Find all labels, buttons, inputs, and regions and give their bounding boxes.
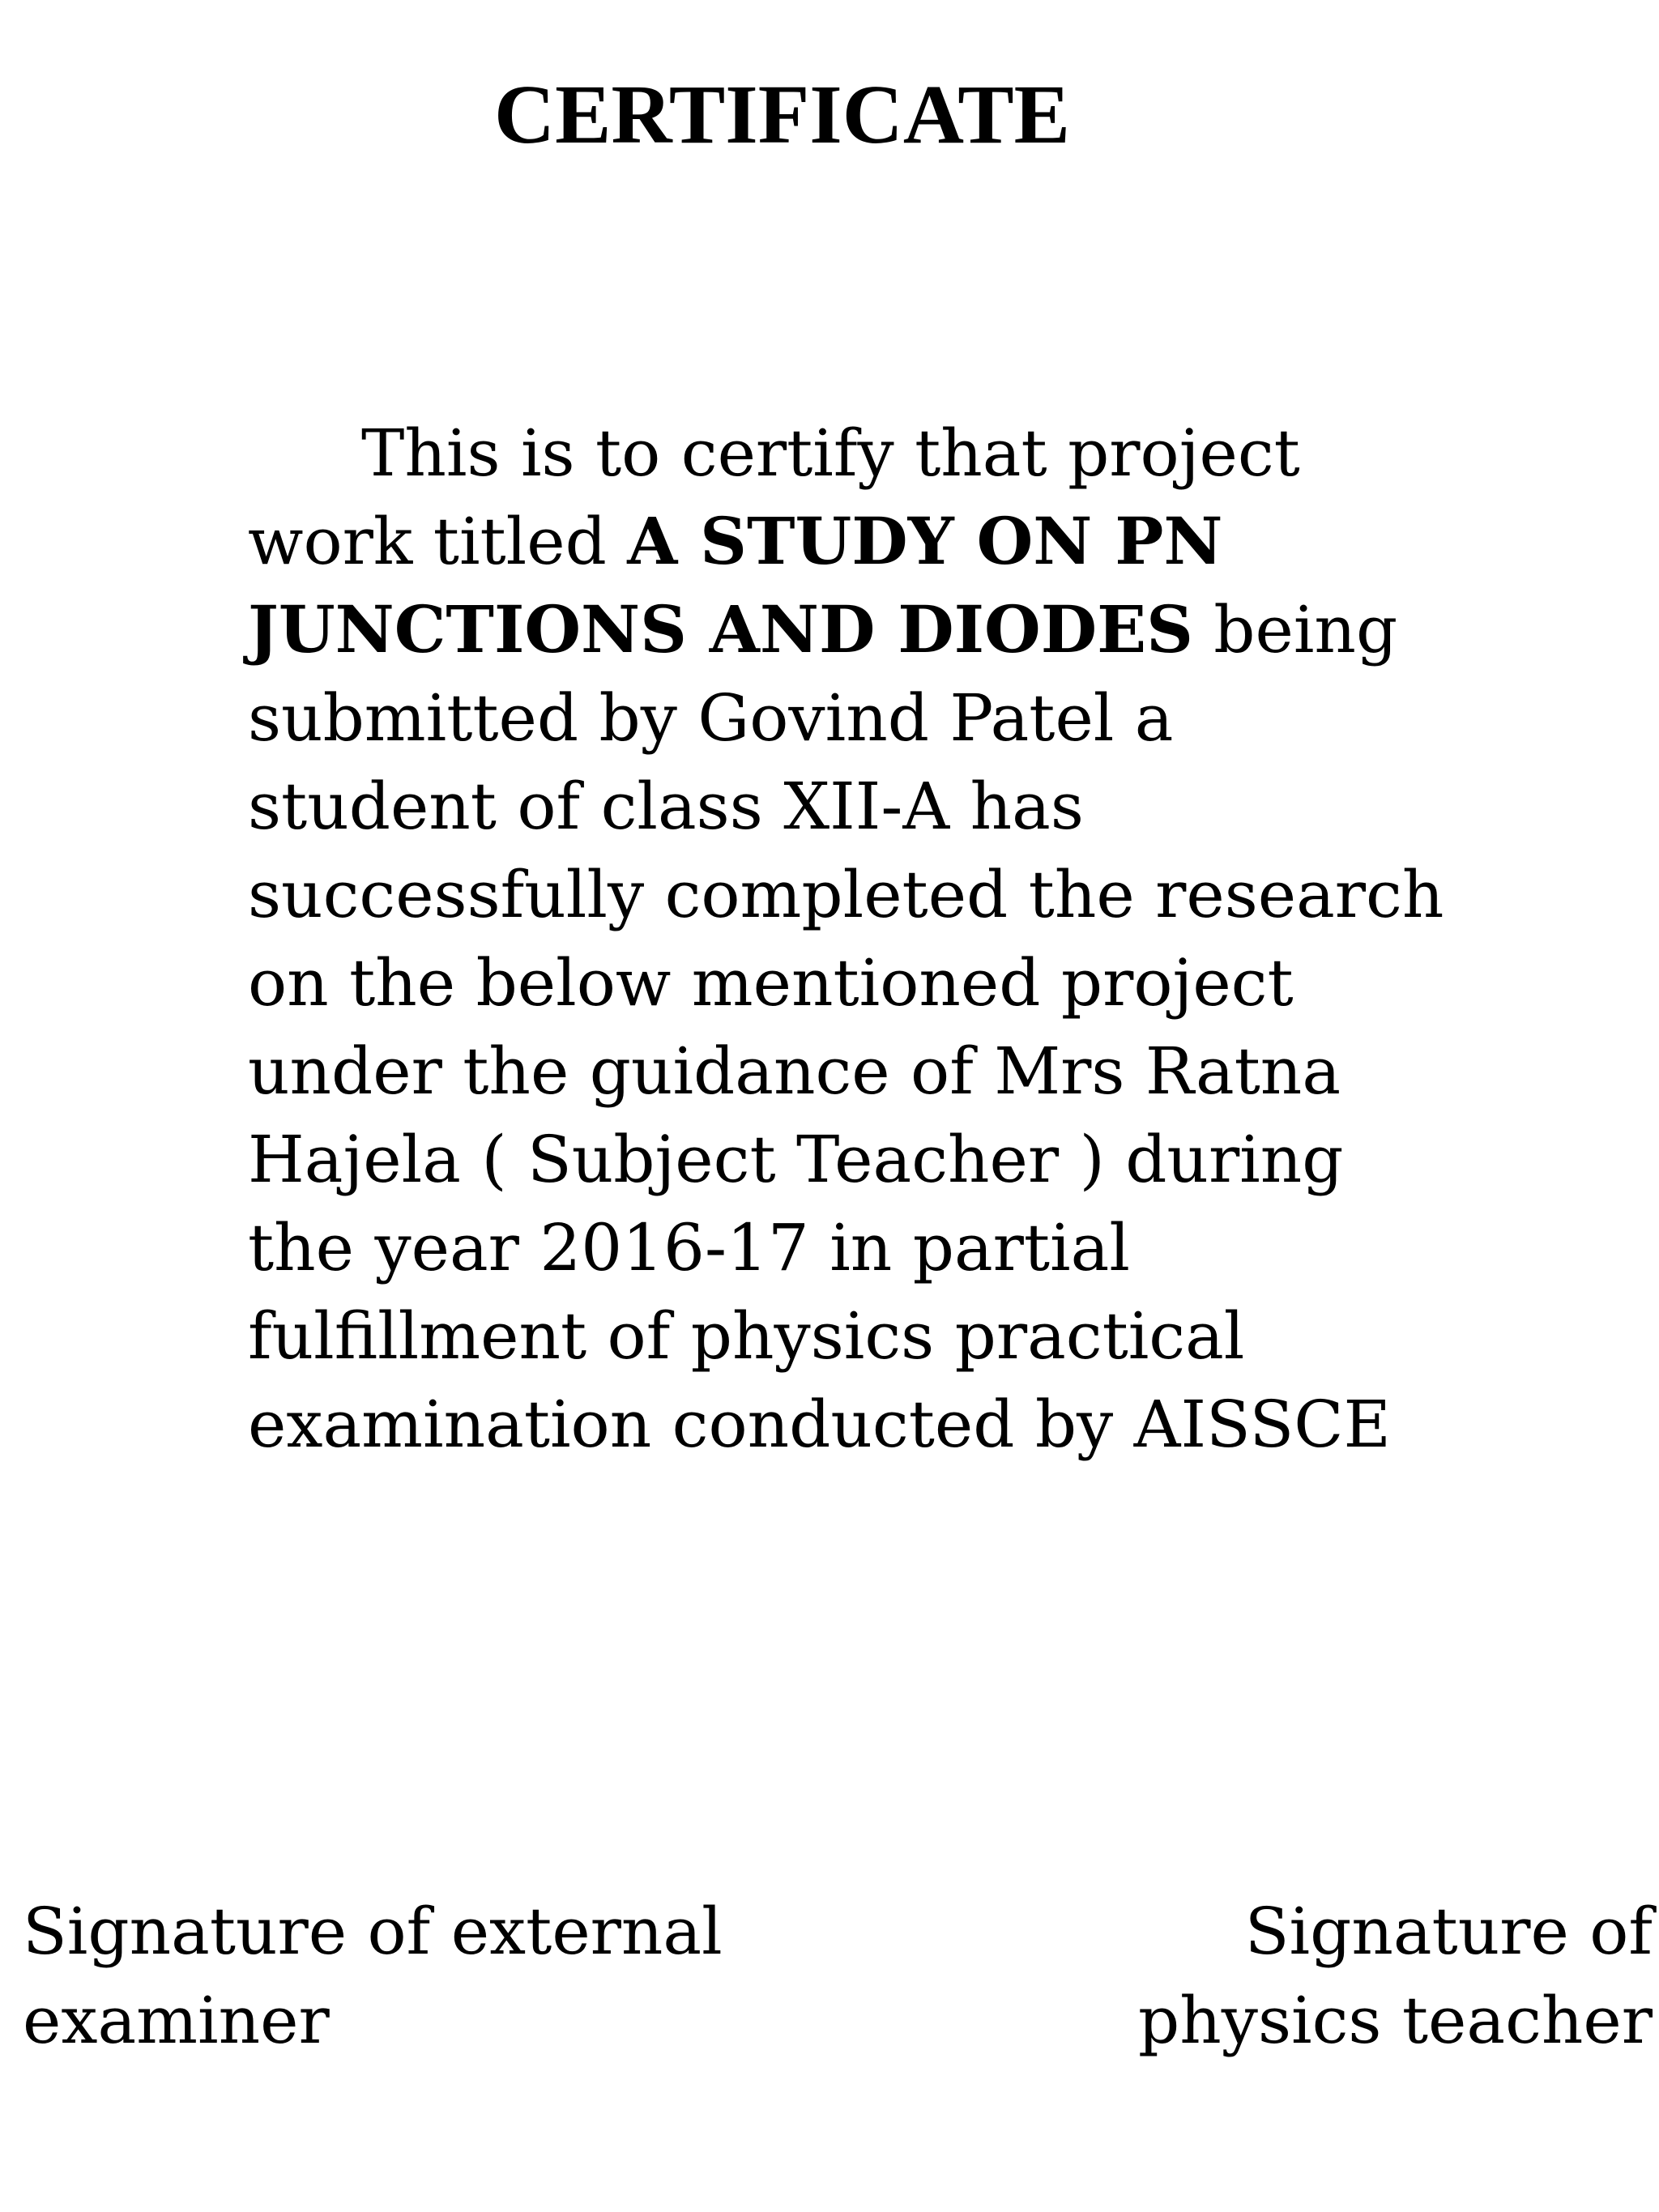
body-line-4: submitted by Govind Patel a	[248, 680, 1174, 756]
signature-label-line: Signature of	[1244, 1894, 1653, 1969]
body-line-3	[248, 586, 1641, 674]
body-line-1	[248, 409, 1641, 497]
body-line-5: student of class XII-A has	[248, 769, 1084, 844]
body-line-9: Hajela ( Subject Teacher ) during	[248, 1122, 1344, 1197]
signature-label-line: physics teacher	[1138, 1983, 1653, 2058]
certificate-body	[248, 409, 1641, 1468]
physics-teacher-signature-label	[1138, 1887, 1653, 2065]
body-line-11: fulfillment of physics practical	[248, 1298, 1245, 1374]
body-line-10: the year 2016-17 in partial	[248, 1210, 1130, 1285]
body-text-segment: being	[1192, 592, 1398, 667]
project-title-part-1: A STUDY ON PN	[627, 503, 1223, 579]
body-text-segment: This is to certify that project	[361, 416, 1300, 491]
body-line-2	[248, 497, 1641, 586]
body-line-12: examination conducted by AISSCE	[248, 1387, 1391, 1462]
body-line-8: under the guidance of Mrs Ratna	[248, 1034, 1341, 1109]
body-line-6: successfully completed the research	[248, 857, 1444, 932]
signature-label-line: examiner	[23, 1983, 330, 2058]
body-line-7: on the below mentioned project	[248, 945, 1294, 1021]
signature-label-line: Signature of external	[23, 1894, 723, 1969]
project-title-part-2: JUNCTIONS AND DIODES	[248, 591, 1193, 667]
external-examiner-signature-label	[23, 1887, 723, 2065]
body-text-segment: work titled	[248, 504, 628, 579]
page-title: CERTIFICATE	[494, 68, 1070, 161]
